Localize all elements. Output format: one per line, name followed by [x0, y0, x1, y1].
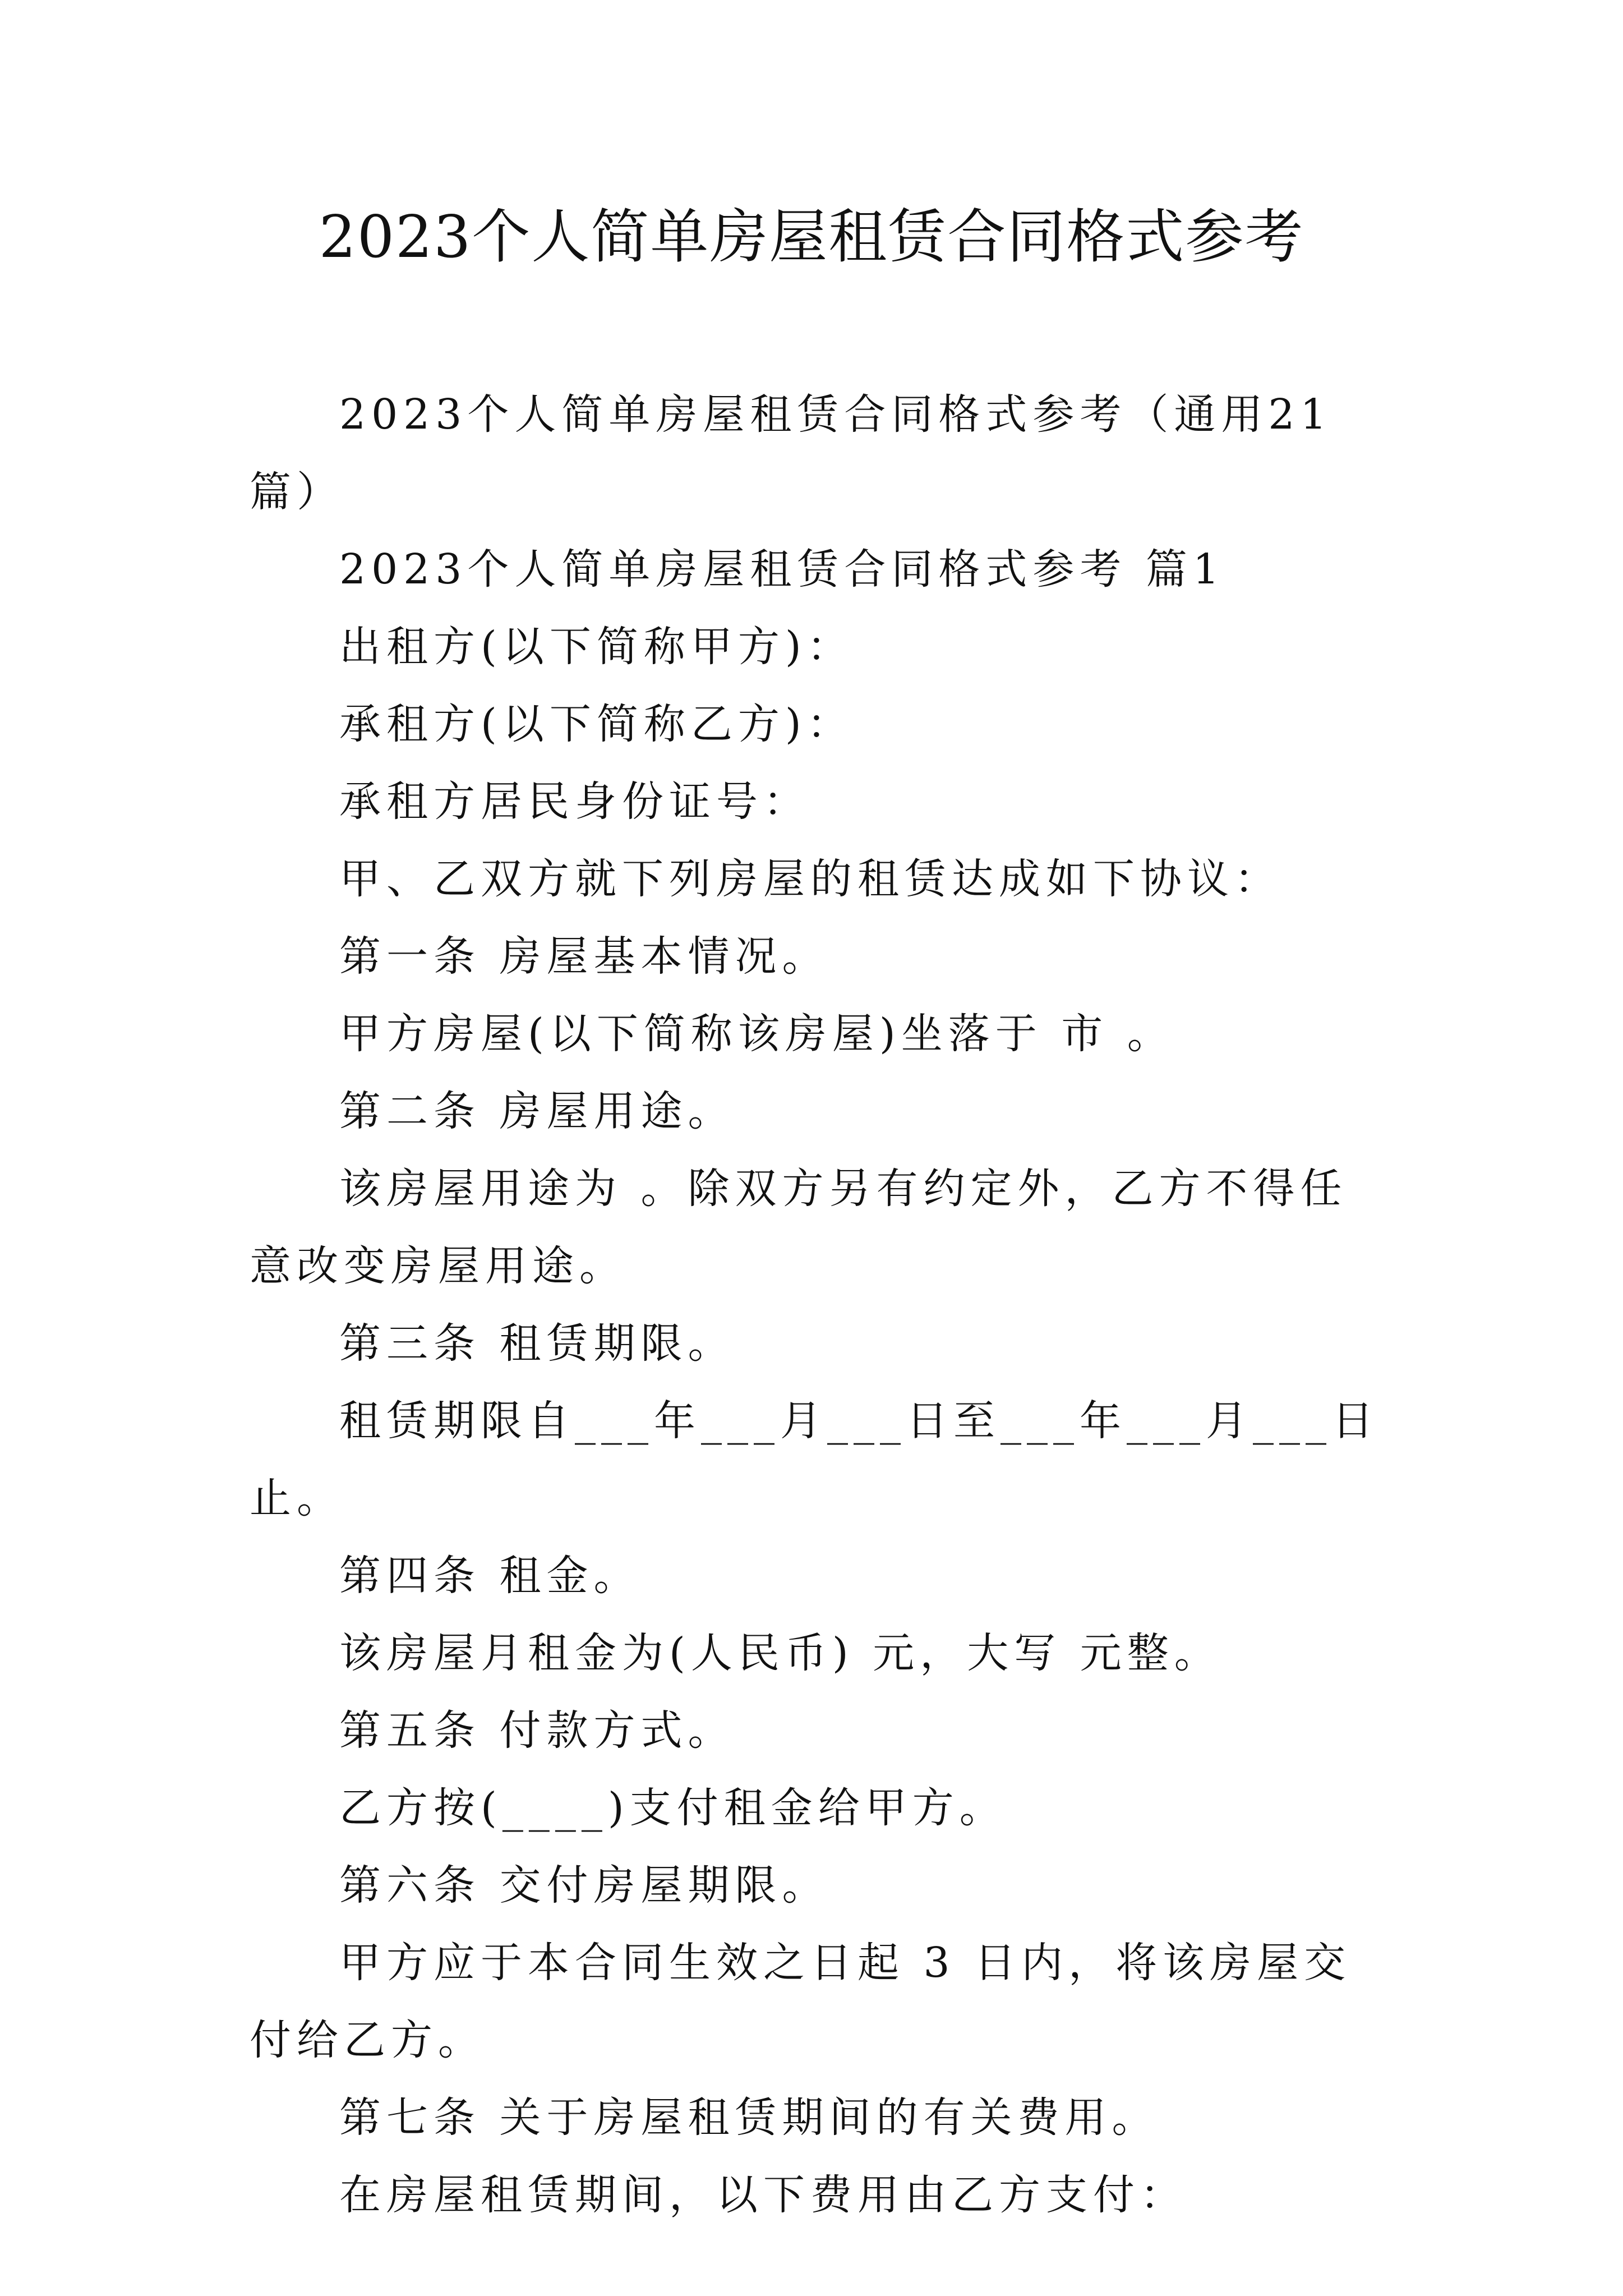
document-title: 2023个人简单房屋租赁合同格式参考	[319, 203, 1304, 271]
paragraph: 第一条 房屋基本情况。	[339, 932, 829, 981]
paragraph: 第六条 交付房屋期限。	[339, 1861, 829, 1910]
paragraph: 第三条 租赁期限。	[339, 1319, 735, 1368]
paragraph: 2023个人简单房屋租赁合同格式参考 篇1	[339, 545, 1225, 593]
paragraph: 该房屋用途为 。除双方另有约定外，乙方不得任意改变房屋用途。	[250, 1165, 1348, 1290]
paragraph: 甲、乙双方就下列房屋的租赁达成如下协议：	[339, 855, 1281, 903]
paragraph: 该房屋月租金为(人民币) 元，大写 元整。	[339, 1629, 1221, 1677]
paragraph: 乙方按(____)支付租金给甲方。	[339, 1784, 1007, 1832]
paragraph: 租赁期限自___年___月___日至___年___月___日止。	[250, 1397, 1379, 1522]
paragraph: 甲方房屋(以下简称该房屋)坐落于 市 。	[339, 1010, 1174, 1058]
paragraph: 承租方(以下简称乙方)：	[339, 700, 854, 748]
paragraph: 出租方(以下简称甲方)：	[339, 623, 854, 671]
paragraph: 第二条 房屋用途。	[339, 1087, 735, 1135]
paragraph: 第四条 租金。	[339, 1552, 641, 1600]
paragraph: 甲方应于本合同生效之日起 3 日内，将该房屋交付给乙方。	[250, 1939, 1352, 2064]
paragraph: 在房屋租赁期间，以下费用由乙方支付：	[339, 2171, 1187, 2219]
paragraph: 第七条 关于房屋租赁期间的有关费用。	[339, 2093, 1159, 2142]
paragraph: 2023个人简单房屋租赁合同格式参考（通用21篇）	[250, 390, 1332, 516]
document-body	[250, 376, 1382, 2234]
paragraph: 第五条 付款方式。	[339, 1706, 735, 1755]
paragraph: 承租方居民身份证号：	[339, 777, 810, 826]
